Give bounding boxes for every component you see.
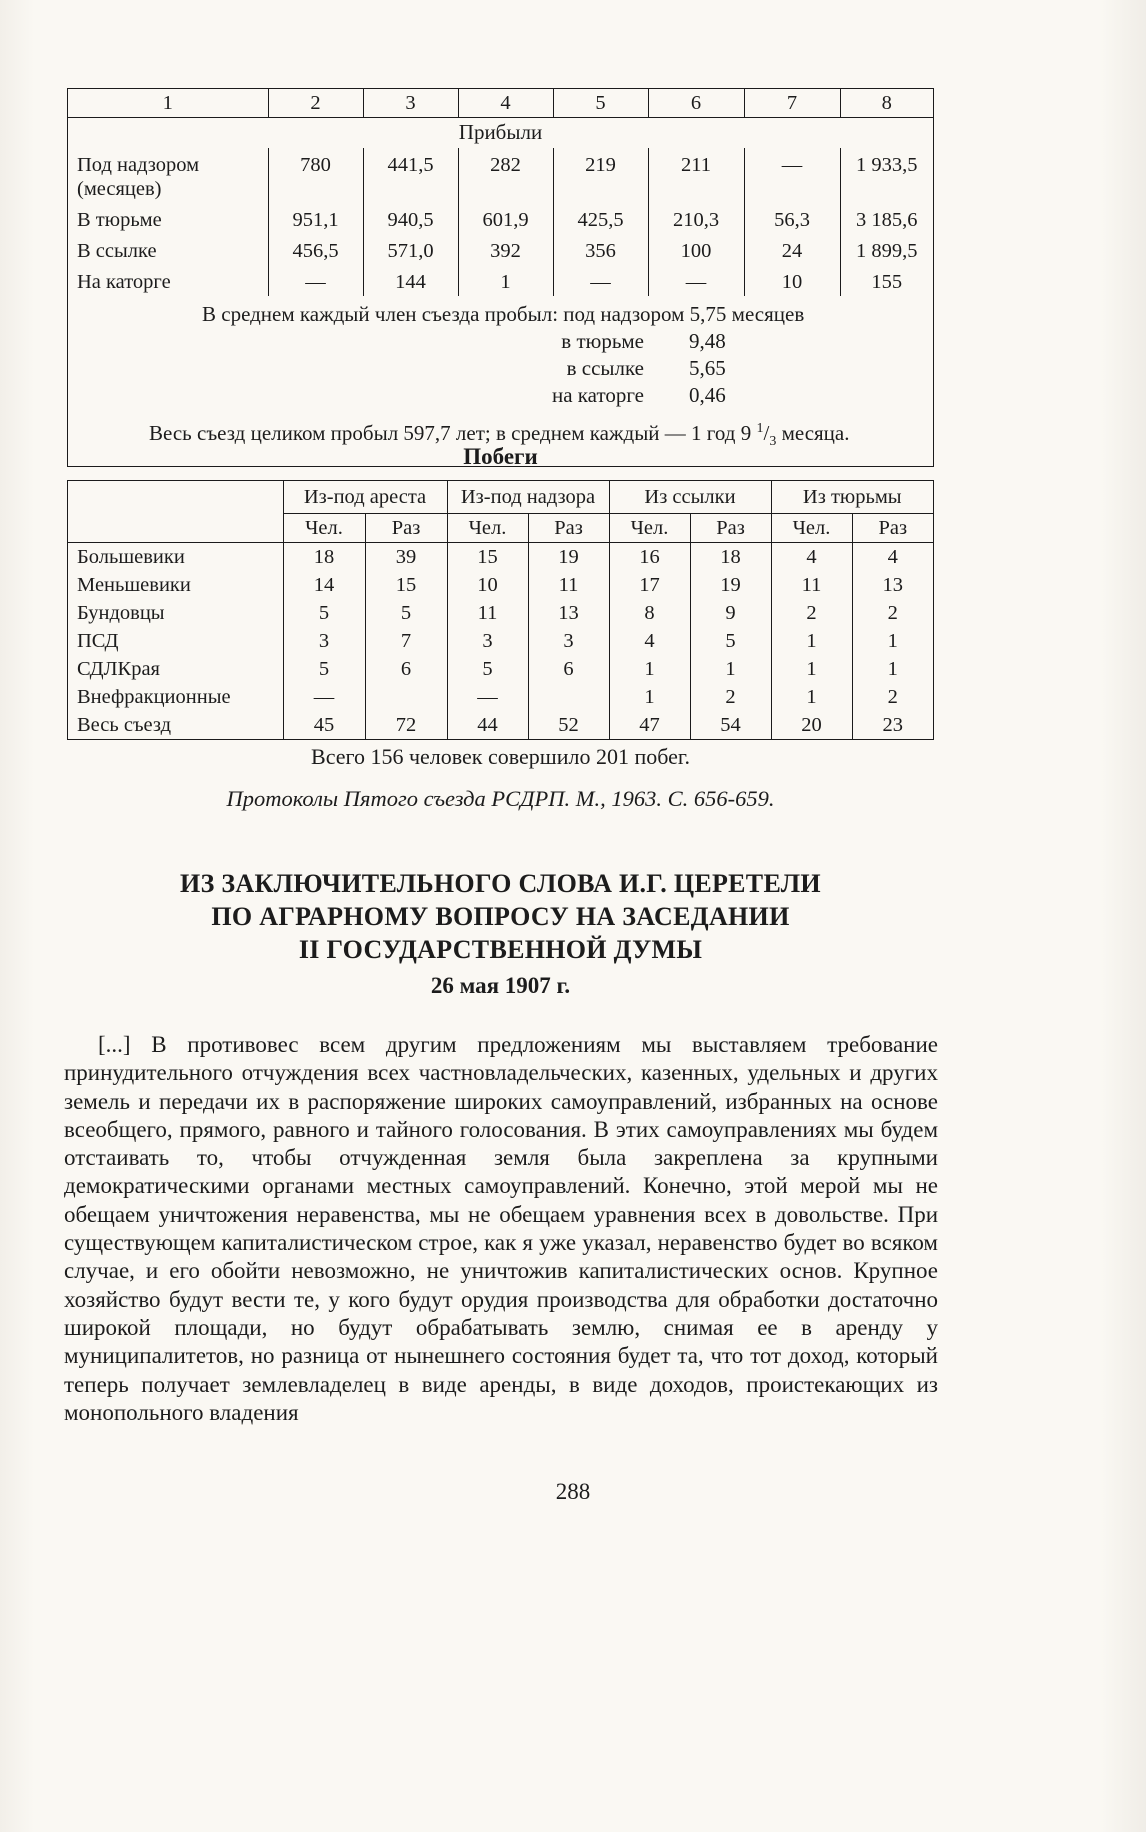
value-cell: 5 — [447, 655, 528, 683]
value-cell: 2 — [887, 601, 898, 624]
row-label: Большевики — [68, 542, 283, 571]
table-row — [68, 542, 933, 571]
summary-label: в тюрьме — [561, 328, 644, 353]
summary-label: на каторге — [551, 382, 644, 407]
table-row — [68, 571, 933, 599]
section-header: Прибыли — [458, 120, 543, 144]
table-row — [68, 234, 933, 265]
table-row — [68, 683, 933, 711]
summary-value: 9,48 — [689, 328, 726, 353]
column-numbers-row — [68, 89, 933, 118]
value-cell: 47 — [609, 711, 690, 739]
value-cell: 5 — [283, 599, 365, 627]
article-heading — [67, 867, 934, 999]
value-cell: — — [283, 683, 365, 711]
row-label: В ссылке — [68, 234, 268, 265]
col-number: 1 — [68, 89, 268, 118]
value-cell: 1 — [690, 655, 771, 683]
value-cell: 1 — [458, 265, 553, 296]
value-cell: — — [553, 265, 648, 296]
table-row — [68, 627, 933, 655]
total-text-end: месяца. — [776, 420, 850, 445]
value-cell: 52 — [528, 711, 609, 739]
value-cell: 1 — [771, 627, 852, 655]
time-served-table-box — [67, 88, 934, 467]
value-cell: 10 — [447, 571, 528, 599]
value-cell: 18 — [690, 542, 771, 571]
value-cell: 9 — [690, 599, 771, 627]
value-cell: 2 — [887, 685, 898, 708]
col-number: 6 — [648, 89, 744, 118]
group-header: Из ссылки — [609, 481, 771, 513]
value-cell: 3 185,6 — [856, 208, 918, 231]
value-cell — [528, 683, 609, 711]
subheader: Раз — [852, 513, 933, 542]
value-cell: 8 — [609, 599, 690, 627]
article-title-line: ИЗ ЗАКЛЮЧИТЕЛЬНОГО СЛОВА И.Г. ЦЕРЕТЕЛИ — [180, 869, 821, 898]
value-cell: 4 — [887, 545, 898, 568]
col-number: 4 — [458, 89, 553, 118]
value-cell: 211 — [648, 148, 744, 203]
fraction-denominator: 3 — [769, 433, 777, 449]
value-cell: 1 — [609, 683, 690, 711]
value-cell: 13 — [528, 599, 609, 627]
value-cell: 7 — [365, 627, 447, 655]
article-title-line: ПО АГРАРНОМУ ВОПРОСУ НА ЗАСЕДАНИИ — [211, 902, 790, 931]
table-row — [68, 711, 933, 739]
summary-value: 0,46 — [689, 382, 726, 407]
value-cell — [365, 683, 447, 711]
value-cell: 441,5 — [363, 148, 458, 203]
col-number: 2 — [268, 89, 363, 118]
value-cell: 5 — [365, 599, 447, 627]
escapes-table — [68, 481, 933, 739]
value-cell: 2 — [771, 599, 852, 627]
value-cell: 39 — [365, 542, 447, 571]
value-cell: 100 — [648, 234, 744, 265]
summary-line — [68, 382, 933, 409]
value-cell: 11 — [771, 571, 852, 599]
value-cell: 17 — [609, 571, 690, 599]
averages-summary — [68, 301, 933, 456]
value-cell: 19 — [528, 542, 609, 571]
group-header-row — [68, 481, 933, 513]
row-label: В тюрьме — [68, 203, 268, 234]
value-cell: 1 899,5 — [856, 239, 918, 262]
subheader: Раз — [528, 513, 609, 542]
subheader: Чел. — [609, 513, 690, 542]
value-cell: — — [268, 265, 363, 296]
value-cell: 1 — [887, 657, 898, 680]
row-label: ПСД — [68, 627, 283, 655]
summary-label: в ссылке — [566, 355, 644, 380]
row-label: Бундовцы — [68, 599, 283, 627]
value-cell: 6 — [365, 655, 447, 683]
value-cell: 155 — [871, 270, 903, 293]
value-cell: 11 — [447, 599, 528, 627]
value-cell: 5 — [690, 627, 771, 655]
fraction-slash: / — [763, 420, 770, 445]
row-label: На каторге — [68, 265, 268, 296]
table-row — [68, 265, 933, 296]
value-cell: 3 — [447, 627, 528, 655]
value-cell: 6 — [528, 655, 609, 683]
value-cell: 2 — [690, 683, 771, 711]
value-cell: 1 933,5 — [856, 153, 918, 176]
group-header: Из-под надзора — [447, 481, 609, 513]
subheader: Чел. — [447, 513, 528, 542]
value-cell: 54 — [690, 711, 771, 739]
value-cell: 18 — [283, 542, 365, 571]
value-cell: 456,5 — [268, 234, 363, 265]
summary-line — [68, 328, 933, 355]
col-number: 5 — [553, 89, 648, 118]
value-cell: 45 — [283, 711, 365, 739]
source-citation: Протоколы Пятого съезда РСДРП. М., 1963. С. 656-659. — [226, 786, 775, 811]
value-cell: 356 — [553, 234, 648, 265]
value-cell: 20 — [771, 711, 852, 739]
row-label: СДЛКрая — [68, 655, 283, 683]
value-cell: 44 — [447, 711, 528, 739]
col-number: 8 — [840, 89, 933, 118]
value-cell: 23 — [882, 713, 903, 736]
value-cell: 282 — [458, 148, 553, 203]
value-cell: 3 — [283, 627, 365, 655]
value-cell: 601,9 — [458, 203, 553, 234]
value-cell: 144 — [363, 265, 458, 296]
subheader: Чел. — [283, 513, 365, 542]
row-label: Весь съезд — [68, 711, 283, 739]
value-cell: 19 — [690, 571, 771, 599]
value-cell: — — [447, 683, 528, 711]
col-number: 3 — [363, 89, 458, 118]
value-cell: 13 — [882, 573, 903, 596]
value-cell: 1 — [609, 655, 690, 683]
value-cell: 16 — [609, 542, 690, 571]
value-cell: 24 — [744, 234, 840, 265]
row-label: Внефракционные — [68, 683, 283, 711]
table-row — [68, 599, 933, 627]
section-header-row — [68, 118, 933, 148]
row-label: Под надзором (месяцев) — [68, 148, 268, 203]
value-cell: 951,1 — [268, 203, 363, 234]
value-cell: 56,3 — [744, 203, 840, 234]
value-cell: 11 — [528, 571, 609, 599]
value-cell: 1 — [771, 683, 852, 711]
summary-line — [68, 355, 933, 382]
value-cell: 210,3 — [648, 203, 744, 234]
corner-cell — [68, 481, 283, 542]
value-cell: — — [648, 265, 744, 296]
escapes-total-line: Всего 156 человек совершило 201 побег. — [311, 744, 690, 769]
value-cell: 4 — [609, 627, 690, 655]
value-cell: 1 — [771, 655, 852, 683]
value-cell: 10 — [744, 265, 840, 296]
value-cell: 219 — [553, 148, 648, 203]
col-number: 7 — [744, 89, 840, 118]
value-cell: 425,5 — [553, 203, 648, 234]
group-header: Из тюрьмы — [771, 481, 933, 513]
value-cell: 1 — [887, 629, 898, 652]
value-cell: 72 — [365, 711, 447, 739]
value-cell: 392 — [458, 234, 553, 265]
page-number: 288 — [555, 1479, 591, 1504]
escapes-table-box — [67, 480, 934, 740]
summary-value: 5,65 — [689, 355, 726, 380]
summary-intro: В среднем каждый член съезда пробыл: под надзором 5,75 месяцев — [202, 301, 805, 326]
value-cell: — — [744, 148, 840, 203]
article-title-line: II ГОСУДАРСТВЕННОЙ ДУМЫ — [298, 935, 703, 964]
row-label: Меньшевики — [68, 571, 283, 599]
value-cell: 15 — [447, 542, 528, 571]
value-cell: 4 — [771, 542, 852, 571]
fraction-numerator: 1 — [756, 420, 764, 436]
escapes-table-title: Побеги — [463, 444, 538, 469]
table-row — [68, 203, 933, 234]
value-cell: 571,0 — [363, 234, 458, 265]
article-date: 26 мая 1907 г. — [430, 973, 571, 998]
value-cell: 5 — [283, 655, 365, 683]
subheader: Раз — [690, 513, 771, 542]
value-cell: 14 — [283, 571, 365, 599]
time-served-table — [68, 89, 933, 296]
value-cell: 3 — [528, 627, 609, 655]
table-row — [68, 655, 933, 683]
value-cell: 940,5 — [363, 203, 458, 234]
subheader: Раз — [365, 513, 447, 542]
total-text: Весь съезд целиком пробыл 597,7 лет; в среднем каждый — 1 год 9 — [149, 420, 757, 445]
value-cell: 15 — [365, 571, 447, 599]
group-header: Из-под ареста — [283, 481, 447, 513]
table-row — [68, 148, 933, 203]
subheader: Чел. — [771, 513, 852, 542]
value-cell: 780 — [268, 148, 363, 203]
article-body: [...] В противовес всем другим предложениям мы выставляем требование принудительного отчуждения всех частновладельческих, казенных, удельных и других земель и передачи их в распоряжение широких самоуправлений, избранных на основе всеобщего, прямого, равного и тайного голосования. В этих самоуправлениях мы будем отстаивать то, чтобы отчужденная земля была закреплена за крупными демократическими органами местных самоуправлений. Конечно, этой мерой мы не обещаем уничтожения неравенства, мы не обещаем уравнения всех в довольстве. При существующем капиталистическом строе, как я уже указал, неравенство будет во всяком случае, и его обойти невозможно, не уничтожив капиталистических основ. Крупное хозяйство будут вести те, у кого будут орудия производства для обработки достаточно широкой площади, но будут обрабатывать землю, снимая ее в аренду у муниципалитетов, но разница от нынешнего состояния будет та, что тот доход, который теперь получает землевладелец в виде аренды, в виде доходов, проистекающих из монопольного владения — [64, 1032, 938, 1425]
